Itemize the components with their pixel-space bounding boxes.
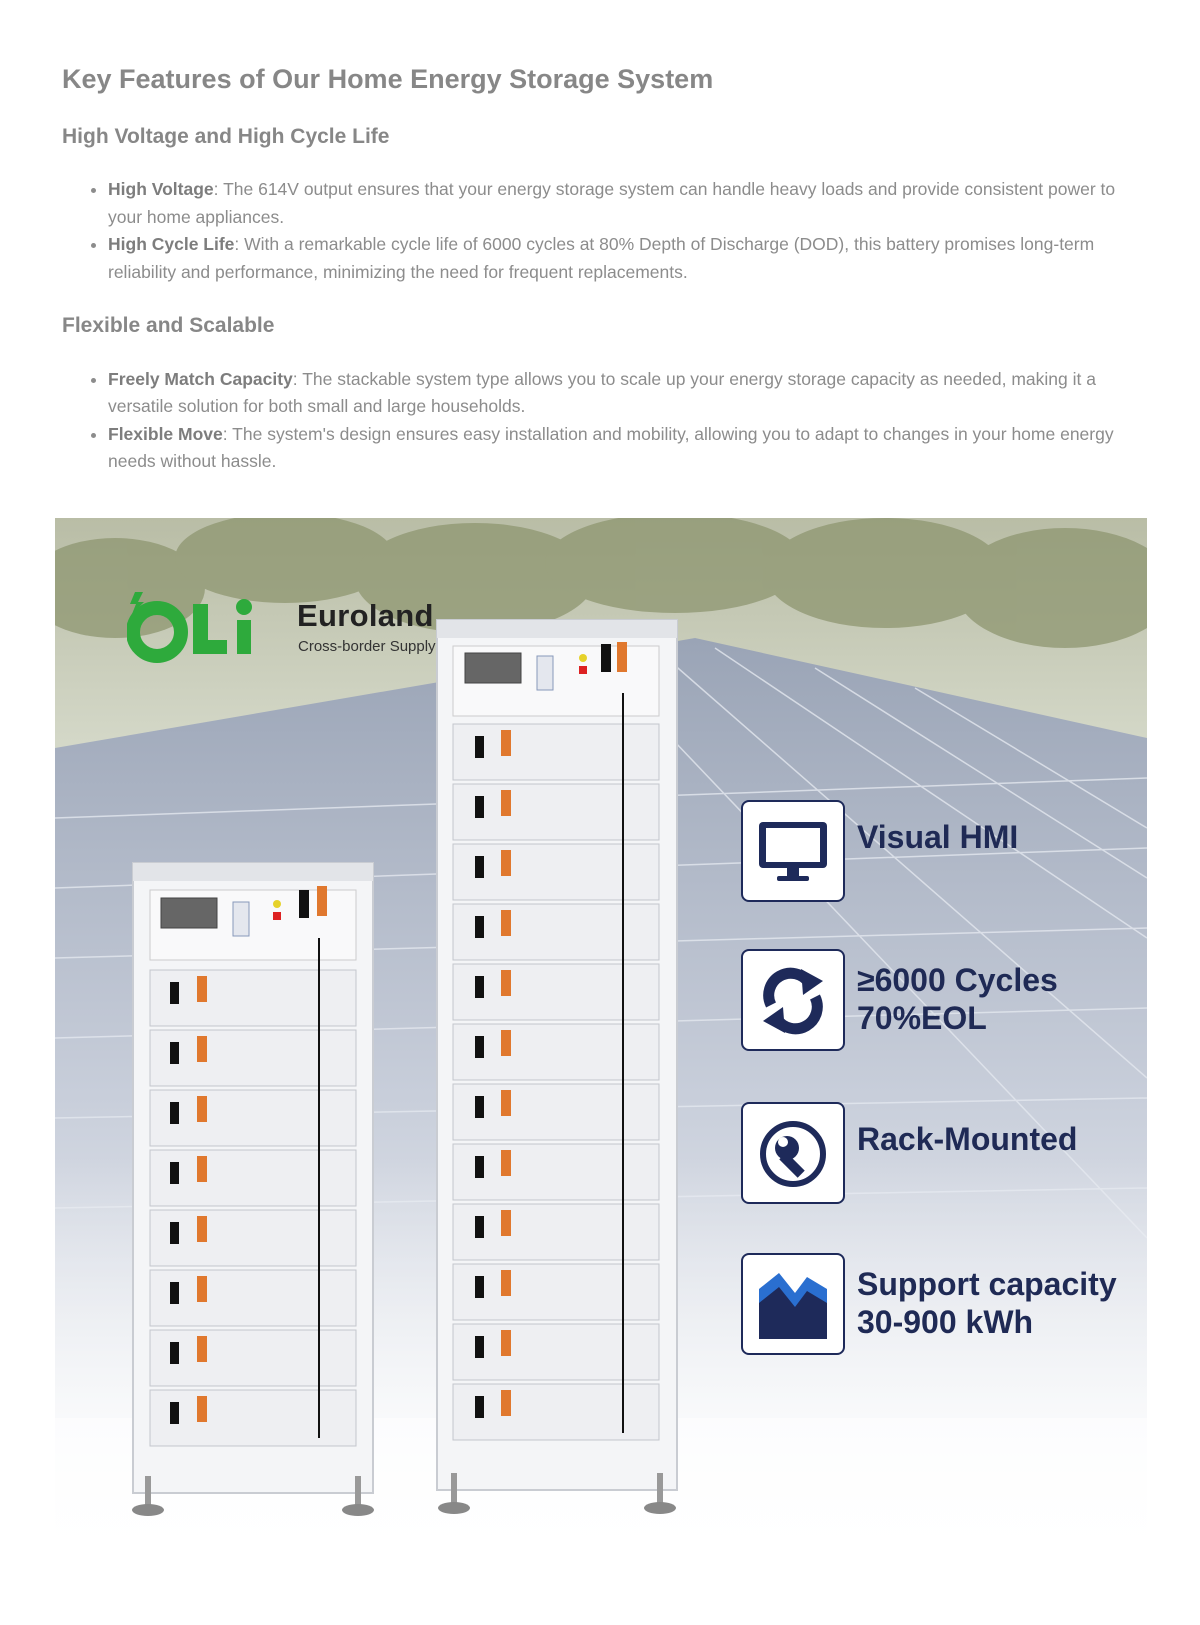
- feature-label-line2: 70%EOL: [857, 1000, 987, 1036]
- brand-logo: [127, 590, 447, 670]
- feature-rack-mounted: [741, 1102, 1141, 1208]
- list-item-term: High Voltage: [108, 179, 214, 200]
- feature-label: [857, 1265, 1117, 1341]
- feature-cycles: [741, 949, 1141, 1055]
- list-item: [108, 366, 1142, 421]
- feature-label: Rack-Mounted: [857, 1121, 1078, 1157]
- list-item-text: : The stackable system type allows you to scale up your energy storage capacity as needed, making it a versatile solution for both small and large households.: [108, 368, 1096, 417]
- product-banner: [55, 518, 1147, 1578]
- list-item-text: : The 614V output ensures that your energy storage system can handle heavy loads and provide consistent power to your home appliances.: [108, 179, 1116, 227]
- feature-label-line1: ≥6000 Cycles: [857, 962, 1058, 998]
- battery-rack-large: [437, 620, 677, 1514]
- feature-label-line1: Support capacity: [857, 1266, 1117, 1302]
- section-title-flexible: Flexible and Scalable: [62, 314, 275, 338]
- brand-name: Euroland: [297, 598, 434, 633]
- list-item-term: Freely Match Capacity: [108, 368, 293, 389]
- page-title: Key Features of Our Home Energy Storage System: [62, 64, 714, 94]
- wrench-icon: [757, 1118, 829, 1190]
- mountain-chart-icon: [757, 1269, 829, 1341]
- feature-capacity: [741, 1253, 1141, 1359]
- features-article: [62, 62, 1142, 476]
- feature-visual-hmi: [741, 800, 1141, 906]
- oli-logo-icon: [127, 590, 287, 666]
- feature-label: [857, 961, 1058, 1037]
- monitor-icon: [757, 816, 829, 888]
- brand-tagline: Cross-border Supply: [298, 638, 436, 655]
- section-title-high-voltage: High Voltage and High Cycle Life: [62, 125, 390, 149]
- list-item-text: : The system's design ensures easy installation and mobility, allowing you to adapt to changes in your home energy needs without hassle.: [108, 423, 1114, 472]
- list-item: [108, 176, 1142, 231]
- list-item-term: Flexible Move: [108, 423, 223, 444]
- list-item-term: High Cycle Life: [108, 234, 235, 255]
- list-item: [108, 231, 1142, 286]
- refresh-cycle-icon: [757, 965, 829, 1037]
- feature-list-voltage: [62, 176, 1142, 286]
- feature-label: Visual HMI: [857, 819, 1019, 855]
- feature-label-line2: 30-900 kWh: [857, 1304, 1034, 1340]
- list-item-text: : With a remarkable cycle life of 6000 cycles at 80% Depth of Discharge (DOD), this battery promises long-term reliability and performance, minimizing the need for frequent replacements.: [108, 234, 1095, 282]
- list-item: [108, 421, 1142, 476]
- feature-list-flexible: [62, 366, 1142, 476]
- battery-rack-small: [132, 863, 374, 1516]
